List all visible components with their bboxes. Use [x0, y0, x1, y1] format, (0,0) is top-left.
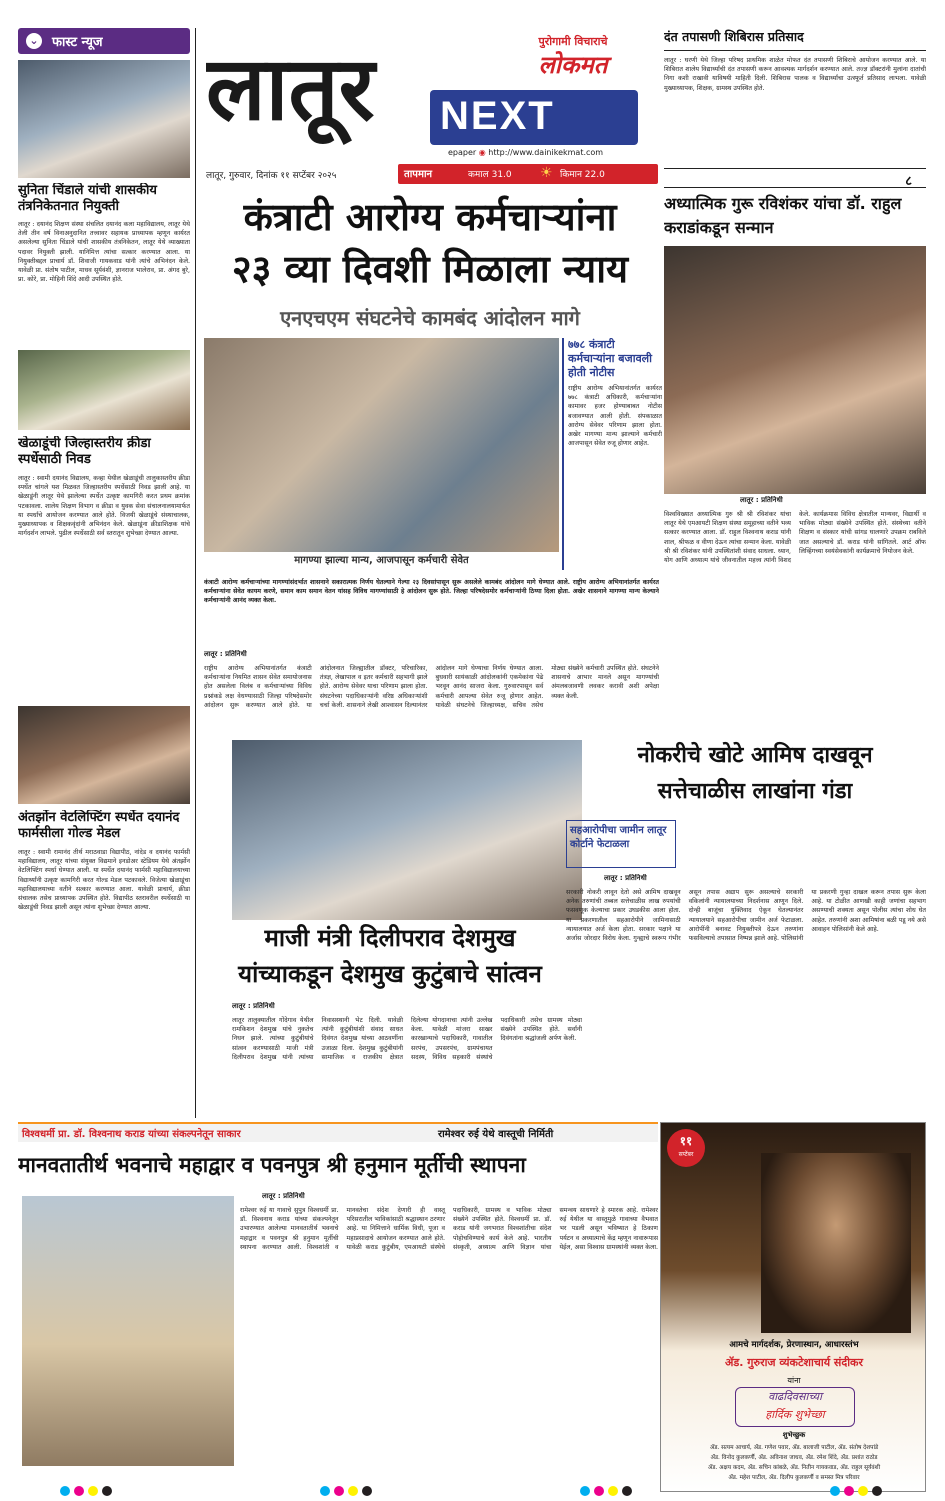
- lead-headline-2: २३ व्या दिवशी मिळाला न्याय: [231, 247, 629, 291]
- ad-top-label: शुभेच्छुक: [782, 1431, 806, 1439]
- lead-photo-caption: मागण्या झाल्या मान्य, आजपासून कर्मचारी सेवेत: [204, 552, 559, 570]
- lead-photo: [204, 338, 559, 552]
- lead-body: राष्ट्रीय आरोग्य अभियानांतर्गत कंत्राटी कर्मचाऱ्यांना नियमित शासन सेवेत समायोजनास होत असलेला विलंब व कर्मचाऱ्यांच्या विविध प्रश्नांकडे लक्ष वेधण्यासाठी जिल्हा परिषदेसमोर आंदोलन सुरू करण्यात आले होते. या आंदोलनात जिल्ह्यातील डॉक्टर, परिचारिका, तंत्रज्ञ, लेखापाल व इतर कर्मचारी सहभागी झाले होते. आरोग्य सेवेवर याचा परिणाम झाला होता. संघटनेच्या पदाधिकाऱ्यांनी वरिष्ठ अधिकाऱ्यांशी चर्चा केली. शासनाने लेखी आश्वासन दिल्यानंतर आंदोलन मागे घेण्याचा निर्णय घेण्यात आला. बुधवारी सायंकाळी आंदोलकांनी एकमेकांना पेढे भरवून आनंद साजरा केला. गुरुवारपासून सर्व कर्मचारी आपल्या सेवेत रुजू होणार आहेत. यावेळी संघटनेचे जिल्हाध्यक्ष, सचिव तसेच मोठ्या संख्येने कर्मचारी उपस्थित होते. संघटनेने शासनाचे आभार मानले असून मागण्यांची अंमलबजावणी लवकर करावी अशी अपेक्षा व्यक्त केली.: [204, 665, 659, 709]
- ad-names-line3: ॲड. अक्षय कदम, ॲड. सचिन कांबळे, ॲड. नितीन गायकवाड, ॲड. राहुल सूर्यवंशी: [707, 1465, 881, 1471]
- jobs-headline-1: नोकरीचे खोटे आमिष दाखवून: [637, 743, 873, 768]
- masthead-tagline: पुरोगामी विचाराचे: [538, 35, 608, 48]
- spiritual-byline: लातूर : प्रतिनिधी: [740, 496, 783, 504]
- ad-names-line4: ॲड. महेश पाटील, ॲड. दिलीप कुलकर्णी व समस्त मित्र परिवार: [728, 1475, 860, 1481]
- hanuman-photo: [22, 1196, 234, 1466]
- fast-news-icon: ⌄: [26, 33, 42, 49]
- spiritual-body: विश्वविख्यात अध्यात्मिक गुरु श्री श्री रविशंकर यांचा लातूर येथे एमआयटी शिक्षण संस्था समूहाच्या वतीने भव्य सत्कार करण्यात आला. डॉ. राहुल विश्वनाथ कराड यांनी शाल, श्रीफळ व वीणा देऊन त्यांचा सन्मान केला. यावेळी श्री श्री रविशंकर यांनी उपस्थितांशी संवाद साधला. ध्यान, योग आणि अध्यात्म यांचे जीवनातील महत्त्व त्यांनी विशद केले. कार्यक्रमास विविध क्षेत्रातील मान्यवर, विद्यार्थी व भाविक मोठ्या संख्येने उपस्थित होते. संस्थेच्या वतीने शिक्षण व संस्कार यांची सांगड घालणारे उपक्रम राबविले जात असल्याचे डॉ. कराड यांनी सांगितले. आर्ट ऑफ लिव्हिंगच्या स्वयंसेवकांनी कार्यक्रमाचे नियोजन केले.: [664, 511, 926, 565]
- bottom-banner-right: रामेश्वर रुई येथे वास्तूची निर्मिती: [438, 1129, 554, 1140]
- ad-date-day: ११: [679, 1134, 693, 1148]
- masthead-title: लातूर: [206, 37, 375, 140]
- sidebar-story3-headline: अंतर्झोन वेटलिफ्टिंग स्पर्धेत दयानंद फार्मसीला गोल्ड मेडल: [18, 810, 180, 841]
- bottom-byline: लातूर : प्रतिनिधी: [262, 1192, 305, 1200]
- ad-names-line2: ॲड. विनोद कुलकर्णी, ॲड. अविनाश जाधव, ॲड. रमेश शिंदे, ॲड. प्रशांत राठोड: [710, 1455, 878, 1461]
- sidebar-photo-3: [18, 706, 190, 804]
- condolence-body: लातूर तालुक्यातील गोंदेगाव येथील रामकिशन देशमुख यांचे नुकतेच निधन झाले. त्यांच्या कुटुंबीयांचे सांत्वन करण्यासाठी माजी मंत्री दिलीपराव देशमुख यांनी त्यांच्या निवासस्थानी भेट दिली. यावेळी त्यांनी कुटुंबीयांशी संवाद साधत दिवंगत देशमुख यांच्या आठवणींना उजाळा दिला. देशमुख कुटुंबीयांनी सामाजिक व राजकीय क्षेत्रात दिलेल्या योगदानाचा त्यांनी उल्लेख केला. यावेळी मांजरा साखर कारखान्याचे पदाधिकारी, गावातील सरपंच, उपसरपंच, ग्रामपंचायत सदस्य, विविध सहकारी संस्थांचे पदाधिकारी तसेच ग्रामस्थ मोठ्या संख्येने उपस्थित होते. सर्वांनी दिवंगतांना श्रद्धांजली अर्पण केली.: [232, 1017, 582, 1061]
- lead-intro: कंत्राटी आरोग्य कर्मचाऱ्यांच्या मागण्यांसंदर्भात शासनाने सकारात्मक निर्णय घेतल्याने गेल्या २३ दिवसांपासून सुरू असलेले कामबंद आंदोलन मागे घेण्यात आले. राष्ट्रीय आरोग्य अभियानांतर्गत कार्यरत कर्मचाऱ्यांना सेवेत कायम करणे, समान काम समान वेतन यांसह विविध मागण्यांसाठी हे आंदोलन सुरू होते. जिल्हा परिषदेसमोर कर्मचाऱ्यांनी ठिय्या दिला होता. अखेर शासनाने मागण्या मान्य केल्याने कर्मचाऱ्यांनी आनंद व्यक्त केला.: [204, 579, 659, 605]
- ad-date-month: सप्टेंबर: [678, 1151, 694, 1158]
- sidebar-photo-1: [18, 60, 190, 178]
- temp-label: तापमान: [404, 169, 433, 180]
- top-right-story: [664, 28, 926, 166]
- top-right-underline: [664, 50, 926, 51]
- birthday-ad: [660, 1122, 926, 1492]
- ad-guide-line: आमचे मार्गदर्शक, प्रेरणास्थान, आधारस्तंभ: [729, 1340, 859, 1350]
- lead-subhead: एनएचएम संघटनेचे कामबंद आंदोलन मागे: [280, 306, 580, 330]
- sidebar-story1-headline: सुनिता चिंडाले यांची शासकीय तंत्रनिकेतनात नियुक्ती: [18, 183, 157, 214]
- fast-news-header: [18, 28, 190, 54]
- ad-wish-line2: हार्दिक शुभेच्छा: [765, 1408, 825, 1421]
- condolence-photo: [232, 740, 582, 920]
- sidebar-story2-headline: खेळाडूंची जिल्हास्तरीय क्रीडा स्पर्धेसाठी निवड: [18, 436, 151, 467]
- lead-byline: लातूर : प्रतिनिधी: [204, 650, 247, 658]
- ad-portrait: [761, 1153, 911, 1333]
- page-number-box: [664, 168, 926, 188]
- lead-headline-1: कंत्राटी आरोग्य कर्मचाऱ्यांना: [243, 195, 617, 239]
- ad-yanna: यांना: [787, 1376, 801, 1385]
- top-right-body: लातूर : घरणी येथे जिल्हा परिषद प्राथमिक शाळेत मोफत दंत तपासणी शिबिराचे आयोजन करण्यात आले. या शिबिरात शालेय विद्यार्थ्यांची दंत तपासणी करून आवश्यक मार्गदर्शन करण्यात आले. तज्ज्ञ डॉक्टरांनी मुलांना दातांची निगा कशी राखावी याविषयी माहिती दिली. शिबिरास पालक व विद्यार्थ्यांचा उत्स्फूर्त प्रतिसाद लाभला. यावेळी मुख्याध्यापक, शिक्षक, ग्रामस्थ उपस्थित होते.: [664, 57, 926, 92]
- condolence-headline-1: माजी मंत्री दिलीपराव देशमुख: [264, 924, 516, 952]
- lead-box-title: ७७८ कंत्राटी कर्मचाऱ्यांना बजावली होती नोटीस: [568, 338, 652, 379]
- bottom-headline: मानवतातीर्थ भवनाचे महाद्वार व पवनपुत्र श्री हनुमान मूर्तीची स्थापना: [18, 1153, 526, 1177]
- page-number: ८: [905, 174, 912, 188]
- ad-name: ॲड. गुरुराज व्यंकटेशाचार्य संदीकर: [725, 1356, 863, 1369]
- ad-date-badge: [667, 1129, 705, 1167]
- epaper-label: epaper: [448, 148, 477, 157]
- masthead-brand: लोकमत: [538, 51, 608, 78]
- temperature-bar: [398, 164, 658, 184]
- lead-box-body: राष्ट्रीय आरोग्य अभियानांतर्गत कार्यरत ७७८ कंत्राटी अधिकारी, कर्मचाऱ्यांना कामावर हजर होण्याबाबत नोटीस बजावण्यात आली होती. संपकाळात आरोग्य सेवेवर परिणाम झाला होता. अखेर मागण्या मान्य झाल्याने कर्मचारी आजपासून सेवेत रुजू होणार आहेत.: [568, 385, 662, 448]
- epaper-url[interactable]: http://www.dainikekmat.com: [488, 148, 604, 157]
- ad-wish-box: [735, 1387, 855, 1427]
- temp-min: किमान 22.0: [560, 170, 605, 180]
- top-right-headline: दंत तपासणी शिबिरास प्रतिसाद: [664, 29, 804, 44]
- bottom-banner: [18, 1122, 658, 1142]
- sun-icon: ☀: [540, 165, 553, 181]
- sidebar-divider: [195, 28, 196, 1118]
- sidebar-story1-body: लातूर : दयानंद शिक्षण संस्था संचलित दयानंद कला महाविद्यालय, लातूर येथे तेली तीन वर्ष विनाअनुदानित तत्त्वावर सहायक प्राध्यापक म्हणून कार्यरत असलेल्या सुनिता चिंडाले यांची शासकीय तंत्रनिकेतन, लातूर येथे व्याख्याता पदावर नियुक्ती झाली. यानिमित्त त्यांचा सत्कार करण्यात आला. या नियुक्तीबद्दल प्राचार्य डॉ. शिवाजी गायकवाड यांनी त्यांचे अभिनंदन केले. यावेळी प्रा. संतोष पाटील, माधव सूर्यवंशी, ज्ञानराज भालेराव, प्रा. अंगद बुरे, प्रा. कोरे, प्रा. मोहिनी शिंदे आदी उपस्थित होते.: [18, 221, 190, 284]
- sidebar-photo-2: [18, 350, 190, 430]
- temp-max: कमाल 31.0: [468, 170, 512, 180]
- condolence-headline-2: यांच्याकडून देशमुख कुटुंबाचे सांत्वन: [238, 960, 542, 988]
- spiritual-photo: [664, 246, 926, 494]
- condolence-byline: लातूर : प्रतिनिधी: [232, 1002, 275, 1010]
- jobs-sub-box: सहआरोपीचा जामीन लातूर कोर्टाने फेटाळला: [566, 820, 676, 868]
- date-line: लातूर, गुरुवार, दिनांक ११ सप्टेंबर २०२५: [206, 171, 337, 181]
- bottom-body: रामेश्वर रुई या गावाचे सुपुत्र विश्वधर्मी प्रा. डॉ. विश्वनाथ कराड यांच्या संकल्पनेतून उभारण्यात आलेल्या मानवतातीर्थ भवनाचे महाद्वार व पवनपुत्र श्री हनुमान मूर्तीची स्थापना करण्यात आली. विश्वशांती व मानवतेचा संदेश देणारी ही वास्तू परिसरातील भाविकांसाठी श्रद्धास्थान ठरणार आहे. या निमित्ताने धार्मिक विधी, पूजा व महाप्रसादाचे आयोजन करण्यात आले होते. यावेळी कराड कुटुंबीय, एमआयटी संस्थेचे पदाधिकारी, ग्रामस्थ व भाविक मोठ्या संख्येने उपस्थित होते. विश्वधर्मी प्रा. डॉ. कराड यांनी जगभरात विश्वशांतीचा संदेश पोहोचविण्याचे कार्य केले आहे. भारतीय संस्कृती, अध्यात्म आणि विज्ञान यांचा समन्वय साधणारे हे स्मारक आहे. रामेश्वर रुई येथील या वास्तूमुळे गावाच्या वैभवात भर पडली असून भविष्यात हे ठिकाण पर्यटन व अध्यात्माचे केंद्र म्हणून नावारूपास येईल, असा विश्वास ग्रामस्थांनी व्यक्त केला.: [240, 1207, 658, 1251]
- bottom-banner-left: विश्वधर्मी प्रा. डॉ. विश्वनाथ कराड यांच्या संकल्पनेतून साकार: [22, 1129, 241, 1140]
- fast-news-label: फास्ट न्यूज: [52, 35, 103, 50]
- ad-wish-line1: वाढदिवसाच्या: [768, 1390, 822, 1403]
- jobs-headline-2: सत्तेचाळीस लाखांना गंडा: [657, 779, 853, 804]
- spiritual-headline: अध्यात्मिक गुरू रविशंकर यांचा डॉ. राहुल कराडांकडून सन्मान: [664, 194, 902, 237]
- lead-side-box: [562, 338, 662, 570]
- jobs-body: सरकारी नोकरी लावून देतो असे आमिष दाखवून अनेक तरुणांची तब्बल सत्तेचाळीस लाख रुपयांची फसवणूक केल्याचा प्रकार उघडकीस आला होता. या प्रकरणातील सहआरोपीने जामिनासाठी न्यायालयात अर्ज केला होता. सरकार पक्षाने या अर्जास जोरदार विरोध केला. गुन्ह्याचे स्वरूप गंभीर असून तपास अद्याप सुरू असल्याचे सरकारी वकिलांनी न्यायालयाच्या निदर्शनास आणून दिले. दोन्ही बाजूंचा युक्तिवाद ऐकून घेतल्यानंतर न्यायालयाने सहआरोपीचा जामीन अर्ज फेटाळला. आरोपींनी बनावट नियुक्तीपत्रे देऊन तरुणांना फसविल्याचे तपासात निष्पन्न झाले आहे. पोलिसांनी या प्रकरणी गुन्हा दाखल करून तपास सुरू केला आहे. या टोळीत आणखी काही जणांचा सहभाग असण्याची शक्यता असून पोलीस त्यांचा शोध घेत आहेत. तरुणांनी अशा आमिषांना बळी पडू नये असे आवाहन पोलिसांनी केले आहे.: [566, 889, 926, 943]
- masthead-epaper: [448, 148, 658, 162]
- globe-icon: ◉: [478, 148, 486, 157]
- masthead-brand-next: [430, 90, 638, 145]
- sidebar-story2-body: लातूर : स्वामी दयानंद विद्यालय, कव्हा येथील खेळाडूंची तालुकास्तरीय क्रीडा स्पर्धेत चांगले यश मिळवत जिल्हास्तरीय स्पर्धेसाठी निवड झाली आहे. या खेळाडूंनी लातूर येथे झालेल्या स्पर्धेत उत्कृष्ट कामगिरी करत प्रथम क्रमांक पटकावला. शालेय शिक्षण विभाग व क्रीडा व युवक सेवा संचालनालयामार्फत या स्पर्धांचे आयोजन करण्यात आले होते. विजयी खेळाडूंचे संस्थाचालक, मुख्याध्यापक व शिक्षकवृंदांनी अभिनंदन केले. खेळाडूंना क्रीडाशिक्षक यांचे मार्गदर्शन लाभले. पुढील स्पर्धेसाठी सर्व स्तरातून शुभेच्छा देण्यात आल्या.: [18, 475, 190, 538]
- sidebar-story3-body: लातूर : स्वामी रामानंद तीर्थ मराठवाडा विद्यापीठ, नांदेड व दयानंद फार्मसी महाविद्यालय, लातूर यांच्या संयुक्त विद्यमाने इनडोअर स्टेडियम येथे अंतर्झोन वेटलिफ्टिंग स्पर्धा घेण्यात आली. या स्पर्धेत दयानंद फार्मसी महाविद्यालयाच्या विद्यार्थ्यांनी उत्कृष्ट कामगिरी करत गोल्ड मेडल पटकावले. विजेत्या खेळाडूंचा महाविद्यालयाच्या वतीने सत्कार करण्यात आला. यावेळी प्राचार्य, क्रीडा संचालक तसेच प्राध्यापक उपस्थित होते. विद्यापीठ स्तरावरील स्पर्धेसाठी या खेळाडूंची निवड झाली असून त्यांना शुभेच्छा देण्यात आल्या.: [18, 849, 190, 912]
- fast-news-sidebar: [18, 28, 190, 1118]
- masthead: [198, 28, 658, 190]
- masthead-next-word: NEXT: [440, 94, 555, 138]
- ad-names-line1: ॲड. सत्यम आचार्य, ॲड. गणेश पवार, ॲड. बालाजी पाटील, ॲड. संतोष देशपांडे: [709, 1445, 879, 1451]
- jobs-byline: लातूर : प्रतिनिधी: [604, 874, 647, 882]
- registration-marks: [0, 1484, 945, 1498]
